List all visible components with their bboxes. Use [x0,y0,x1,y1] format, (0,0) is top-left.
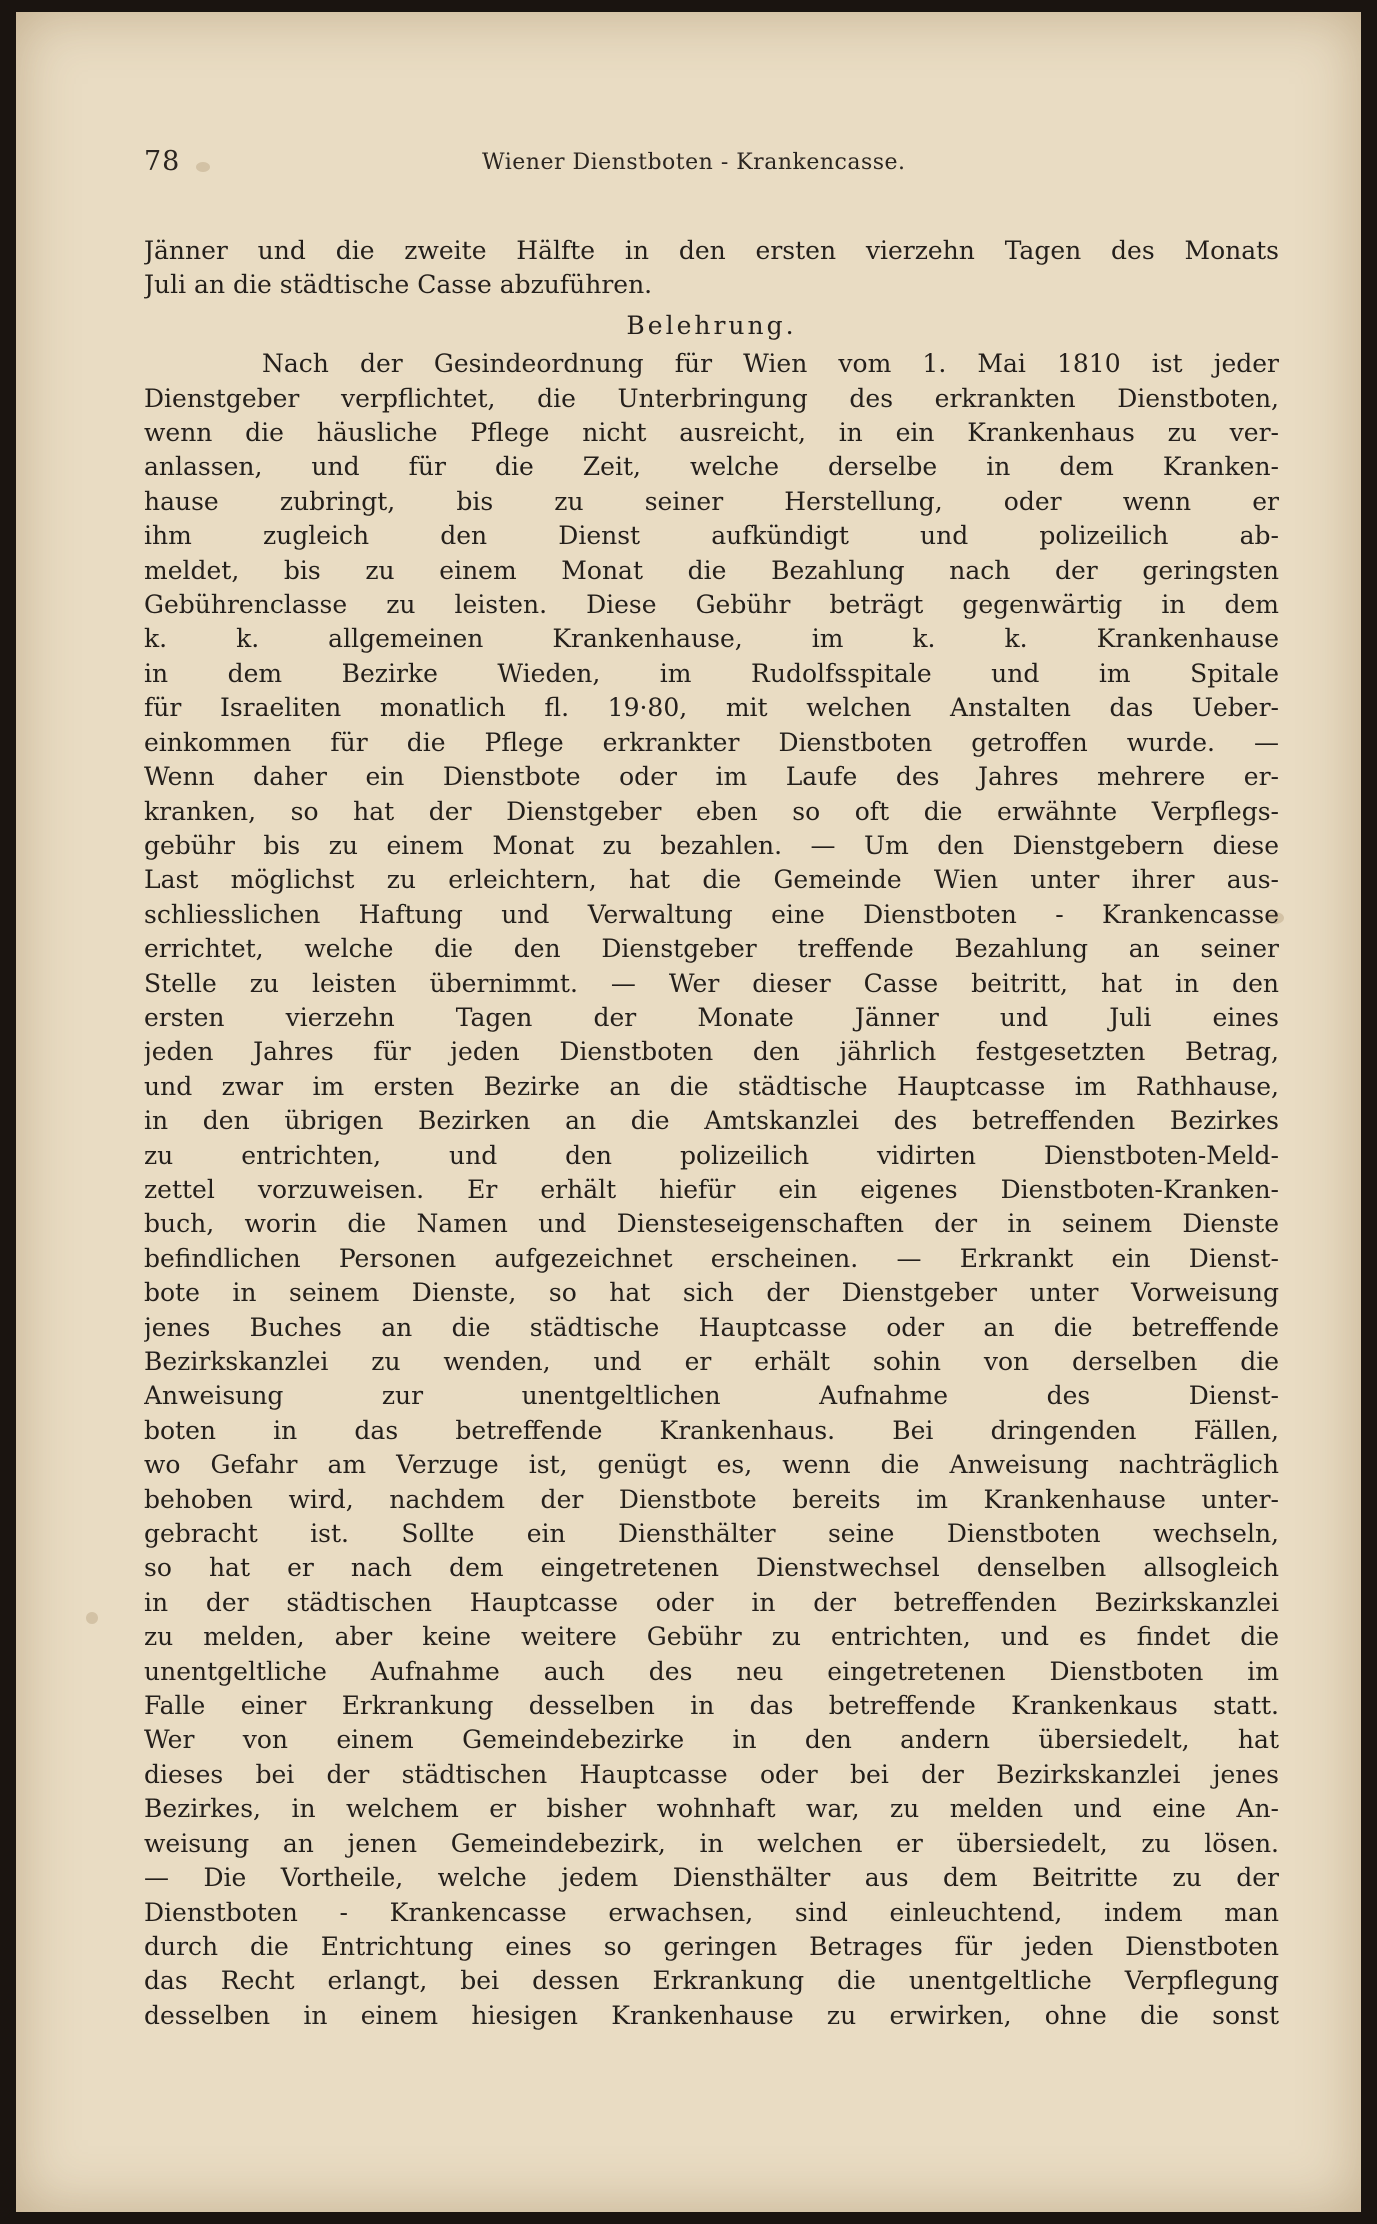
text-line: so hat er nach dem eingetretenen Dienstwechsel denselben allsogleich [144,1553,1279,1583]
text-line: weisung an jenen Gemeindebezirk, in welchen er übersiedelt, zu lösen. [144,1828,1279,1858]
book-page [16,12,1361,2212]
text-line: boten in das betreffende Krankenhaus. Bei dringenden Fällen, [144,1415,1279,1445]
text-line: in der städtischen Hauptcasse oder in der betreffenden Bezirkskanzlei [144,1587,1279,1617]
text-line: in den übrigen Bezirken an die Amtskanzlei des betreffenden Bezirkes [144,1106,1279,1136]
text-line: — Die Vortheile, welche jedem Diensthälter aus dem Beitritte zu der [144,1863,1279,1893]
text-line: zu entrichten, und den polizeilich vidirten Dienstboten-Meld- [144,1140,1279,1170]
body-text [144,234,1279,2033]
text-line: Wenn daher ein Dienstbote oder im Laufe des Jahres mehrere er- [144,762,1279,792]
text-line: jeden Jahres für jeden Dienstboten den jährlich festgesetzten Betrag, [144,1037,1279,1067]
text-line: und zwar im ersten Bezirke an die städtische Hauptcasse im Rathhause, [144,1071,1279,1101]
text-line: zettel vorzuweisen. Er erhält hiefür ein eigenes Dienstboten-Kranken- [144,1174,1279,1204]
text-line: Bezirkes, in welchem er bisher wohnhaft war, zu melden und eine An- [144,1794,1279,1824]
text-line: schliesslichen Haftung und Verwaltung eine Dienstboten - Krankencasse [144,899,1279,929]
text-line: Nach der Gesindeordnung für Wien vom 1. Mai 1810 ist jeder [262,349,1279,379]
paper-stain [86,1612,98,1624]
section-heading: Belehrung. [626,310,797,340]
text-line: durch die Entrichtung eines so geringen Betrages für jeden Dienstboten [144,1931,1279,1961]
text-line: bote in seinem Dienste, so hat sich der Dienstgeber unter Vorweisung [144,1278,1279,1308]
text-line: Stelle zu leisten übernimmt. — Wer dieser Casse beitritt, hat in den [144,968,1279,998]
page-header [144,146,1279,186]
text-line: das Recht erlangt, bei dessen Erkrankung die unentgeltliche Verpflegung [144,1966,1279,1996]
text-line: befindlichen Personen aufgezeichnet erscheinen. — Erkrankt ein Dienst- [144,1243,1279,1273]
text-line: jenes Buches an die städtische Hauptcasse oder an die betreffende [144,1312,1279,1342]
text-line: dieses bei der städtischen Hauptcasse oder bei der Bezirkskanzlei jenes [144,1759,1279,1789]
text-line: kranken, so hat der Dienstgeber eben so oft die erwähnte Verpflegs- [144,796,1279,826]
text-line: gebracht ist. Sollte ein Diensthälter seine Dienstboten wechseln, [144,1519,1279,1549]
text-line: hause zubringt, bis zu seiner Herstellung, oder wenn er [144,486,1279,516]
text-line: Jänner und die zweite Hälfte in den ersten vierzehn Tagen des Monats [144,236,1279,265]
text-line: Gebührenclasse zu leisten. Diese Gebühr beträgt gegenwärtig in dem [144,590,1279,620]
text-line: einkommen für die Pflege erkrankter Dienstboten getroffen wurde. — [144,727,1279,757]
text-line: wenn die häusliche Pflege nicht ausreicht, in ein Krankenhaus zu ver- [144,418,1279,448]
text-line: errichtet, welche die den Dienstgeber treffende Bezahlung an seiner [144,934,1279,964]
text-line: Anweisung zur unentgeltlichen Aufnahme des Dienst- [144,1381,1279,1411]
text-line: Dienstboten - Krankencasse erwachsen, sind einleuchtend, indem man [144,1897,1279,1927]
text-line: für Israeliten monatlich fl. 19·80, mit welchen Anstalten das Ueber- [144,693,1279,723]
text-line: Wer von einem Gemeindebezirke in den andern übersiedelt, hat [144,1725,1279,1755]
running-title: Wiener Dienstboten - Krankencasse. [482,150,906,175]
text-line: in dem Bezirke Wieden, im Rudolfsspitale und im Spitale [144,658,1279,688]
paragraph-belehrung [144,347,1279,2033]
text-line: behoben wird, nachdem der Dienstbote bereits im Krankenhause unter- [144,1484,1279,1514]
text-line: unentgeltliche Aufnahme auch des neu eingetretenen Dienstboten im [144,1656,1279,1686]
text-line: Last möglichst zu erleichtern, hat die Gemeinde Wien unter ihrer aus- [144,865,1279,895]
text-line: zu melden, aber keine weitere Gebühr zu entrichten, und es findet die [144,1622,1279,1652]
text-line: gebühr bis zu einem Monat zu bezahlen. — Um den Dienstgebern diese [144,830,1279,860]
text-line: desselben in einem hiesigen Krankenhause zu erwirken, ohne die sonst [144,2000,1279,2030]
page-number: 78 [144,146,181,177]
paragraph-continuation [144,234,1279,303]
text-line: Juli an die städtische Casse abzuführen. [144,270,653,300]
text-line: meldet, bis zu einem Monat die Bezahlung nach der geringsten [144,555,1279,585]
text-line: Bezirkskanzlei zu wenden, und er erhält sohin von derselben die [144,1347,1279,1376]
text-line: wo Gefahr am Verzuge ist, genügt es, wenn die Anweisung nachträglich [144,1450,1279,1480]
text-line: ihm zugleich den Dienst aufkündigt und polizeilich ab- [144,521,1279,551]
text-line: Falle einer Erkrankung desselben in das betreffende Krankenkaus statt. [144,1691,1279,1721]
text-line: k. k. allgemeinen Krankenhause, im k. k. Krankenhause [144,624,1279,654]
text-line: buch, worin die Namen und Diensteseigenschaften der in seinem Dienste [144,1209,1279,1239]
text-line: Dienstgeber verpflichtet, die Unterbringung des erkrankten Dienstboten, [144,383,1279,413]
text-line: anlassen, und für die Zeit, welche derselbe in dem Kranken- [144,452,1279,482]
text-line: ersten vierzehn Tagen der Monate Jänner und Juli eines [144,1002,1279,1032]
